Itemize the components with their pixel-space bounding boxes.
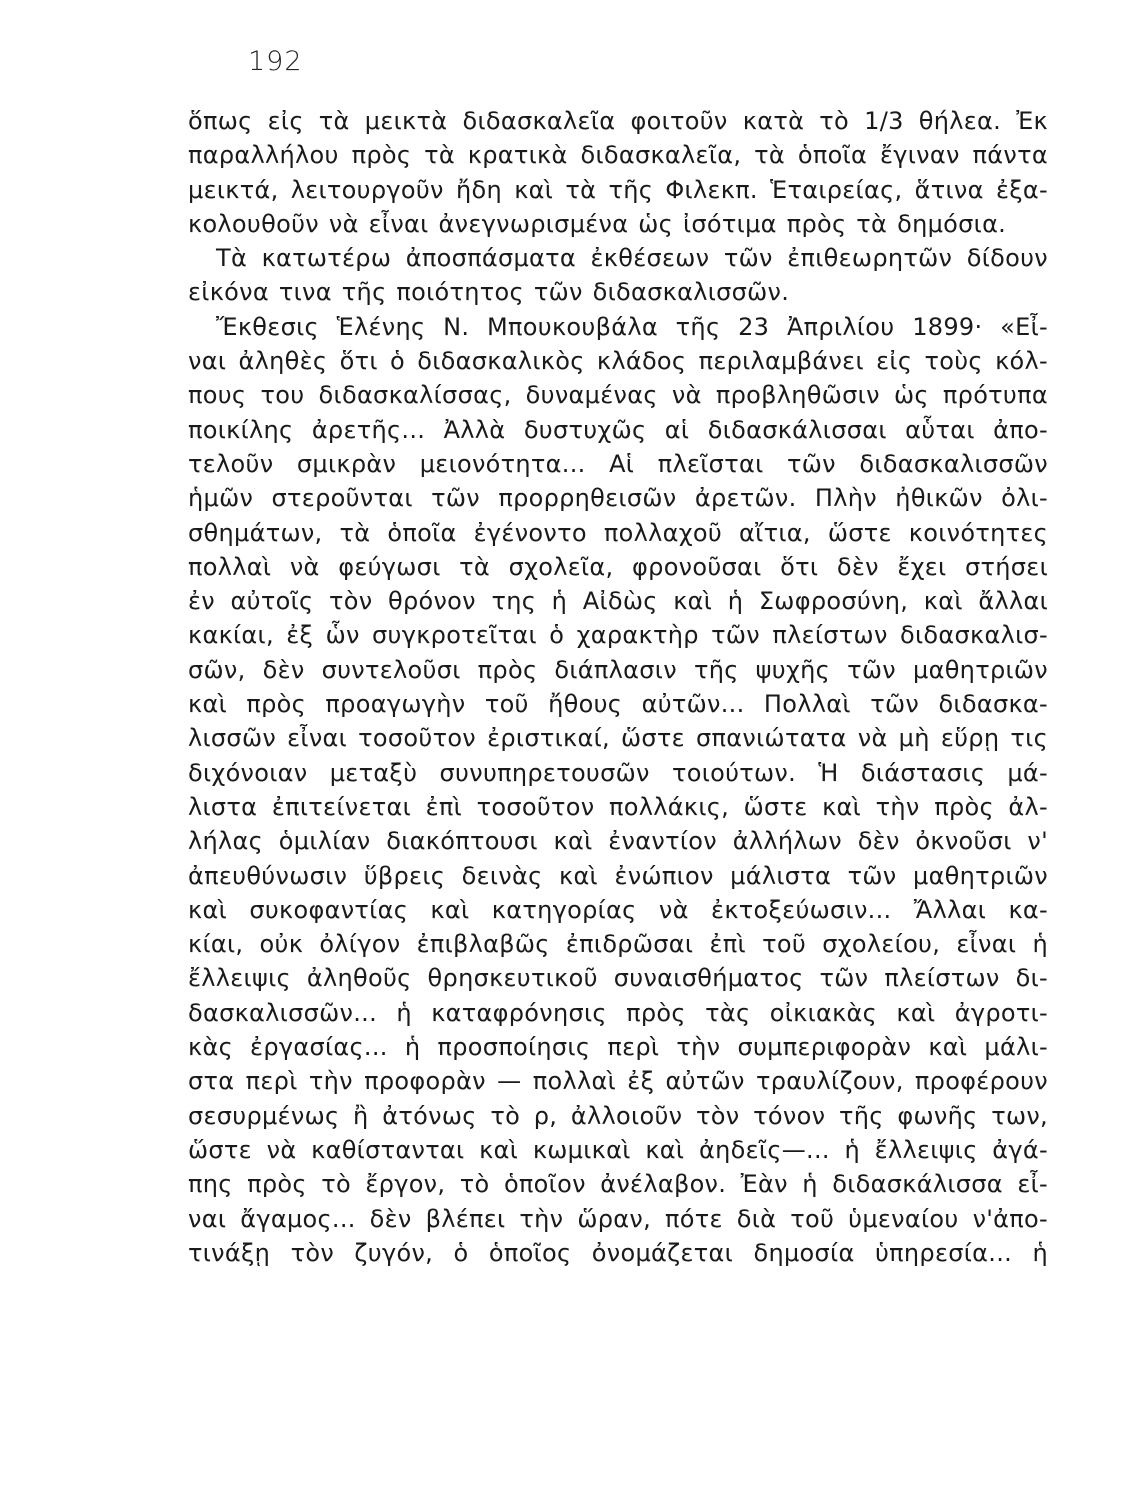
text-line: καὶ πρὸς προαγωγὴν τοῦ ἤθους αὐτῶν... Πολλαὶ τῶν διδασκα- bbox=[188, 690, 1048, 719]
text-line: ναι ἄγαμος... δὲν βλέπει τὴν ὥραν, πότε διὰ τοῦ ὑμεναίου ν'ἀπο- bbox=[188, 1204, 1048, 1233]
text-line: σθημάτων, τὰ ὁποῖα ἐγένοντο πολλαχοῦ αἴτια, ὥστε κοινότητες bbox=[188, 518, 1048, 547]
text-line: στα περὶ τὴν προφορὰν — πολλαὶ ἐξ αὐτῶν τραυλίζουν, προφέρουν bbox=[188, 1067, 1048, 1096]
text-line: ὥστε νὰ καθίστανται καὶ κωμικαὶ καὶ ἀηδεῖς—... ἡ ἔλλειψις ἀγά- bbox=[188, 1135, 1048, 1164]
text-line: σεσυρμένως ἢ ἀτόνως τὸ ρ, ἀλλοιοῦν τὸν τόνον τῆς φωνῆς των, bbox=[188, 1101, 1048, 1130]
text-line: ἀπευθύνωσιν ὕβρεις δεινὰς καὶ ἐνώπιον μάλιστα τῶν μαθητριῶν bbox=[188, 861, 1048, 890]
text-line: ποικίλης ἀρετῆς... Ἀλλὰ δυστυχῶς αἱ διδασκάλισσαι αὗται ἀπο- bbox=[188, 415, 1048, 444]
text-line: λήλας ὁμιλίαν διακόπτουσι καὶ ἐναντίον ἀλλήλων δὲν ὀκνοῦσι ν' bbox=[188, 827, 1048, 856]
text-line: μεικτά, λειτουργοῦν ἤδη καὶ τὰ τῆς Φιλεκπ. Ἑταιρείας, ἅτινα ἐξα- bbox=[188, 175, 1048, 204]
text-line: Ἔκθεσις Ἑλένης Ν. Μπουκουβάλα τῆς 23 Ἀπριλίου 1899· «Εἶ- bbox=[216, 312, 1048, 341]
text-line: κακίαι, ἐξ ὧν συγκροτεῖται ὁ χαρακτὴρ τῶν πλείστων διδασκαλισ- bbox=[188, 621, 1048, 650]
text-line: Τὰ κατωτέρω ἀποσπάσματα ἐκθέσεων τῶν ἐπιθεωρητῶν δίδουν bbox=[216, 244, 1048, 273]
text-line: κὰς ἐργασίας... ἡ προσποίησις περὶ τὴν συμπεριφορὰν καὶ μάλι- bbox=[188, 1033, 1048, 1062]
text-line: ἐν αὐτοῖς τὸν θρόνον της ἡ Αἰδὼς καὶ ἡ Σωφροσύνη, καὶ ἄλλαι bbox=[188, 587, 1048, 616]
text-line: ὅπως εἰς τὰ μεικτὰ διδασκαλεῖα φοιτοῦν κατὰ τὸ 1/3 θήλεα. Ἐκ bbox=[188, 107, 1048, 135]
text-line: διχόνοιαν μεταξὺ συνυπηρετουσῶν τοιούτων. Ἡ διάστασις μά- bbox=[188, 758, 1048, 787]
page-number: 192 bbox=[248, 46, 303, 77]
text-line: σῶν, δὲν συντελοῦσι πρὸς διάπλασιν τῆς ψυχῆς τῶν μαθητριῶν bbox=[188, 655, 1048, 684]
body-text bbox=[188, 104, 1048, 1270]
text-line: κίαι, οὐκ ὀλίγον ἐπιβλαβῶς ἐπιδρῶσαι ἐπὶ τοῦ σχολείου, εἶναι ἡ bbox=[188, 930, 1048, 959]
text-line: ἡμῶν στεροῦνται τῶν προρρηθεισῶν ἀρετῶν. Πλὴν ἠθικῶν ὀλι- bbox=[188, 484, 1048, 513]
text-line: εἰκόνα τινα τῆς ποιότητος τῶν διδασκαλισσῶν. bbox=[188, 278, 790, 307]
text-line: πους του διδασκαλίσσας, δυναμένας νὰ προβληθῶσιν ὡς πρότυπα bbox=[188, 381, 1048, 410]
text-line: ναι ἀληθὲς ὅτι ὁ διδασκαλικὸς κλάδος περιλαμβάνει εἰς τοὺς κόλ- bbox=[188, 347, 1048, 376]
text-line: ἔλλειψις ἀληθοῦς θρησκευτικοῦ συναισθήματος τῶν πλείστων δι- bbox=[188, 964, 1048, 993]
text-line: δασκαλισσῶν... ἡ καταφρόνησις πρὸς τὰς οἰκιακὰς καὶ ἀγροτι- bbox=[188, 998, 1048, 1027]
text-line: πης πρὸς τὸ ἔργον, τὸ ὁποῖον ἀνέλαβον. Ἐὰν ἡ διδασκάλισσα εἶ- bbox=[188, 1170, 1048, 1199]
text-line: τελοῦν σμικρὰν μειονότητα... Αἱ πλεῖσται τῶν διδασκαλισσῶν bbox=[188, 449, 1048, 478]
text-line: κολουθοῦν νὰ εἶναι ἀνεγνωρισμένα ὡς ἰσότιμα πρὸς τὰ δημόσια. bbox=[188, 209, 1007, 238]
text-line: παραλλήλου πρὸς τὰ κρατικὰ διδασκαλεῖα, τὰ ὁποῖα ἔγιναν πάντα bbox=[188, 141, 1048, 170]
text-line: λιστα ἐπιτείνεται ἐπὶ τοσοῦτον πολλάκις, ὥστε καὶ τὴν πρὸς ἀλ- bbox=[188, 792, 1048, 821]
text-line: καὶ συκοφαντίας καὶ κατηγορίας νὰ ἐκτοξεύωσιν... Ἄλλαι κα- bbox=[188, 895, 1048, 924]
text-line: λισσῶν εἶναι τοσοῦτον ἐριστικαί, ὥστε σπανιώτατα νὰ μὴ εὕρῃ τις bbox=[188, 724, 1048, 753]
text-line: τινάξῃ τὸν ζυγόν, ὁ ὁποῖος ὀνομάζεται δημοσία ὑπηρεσία... ἡ bbox=[188, 1238, 1048, 1267]
text-line: πολλαὶ νὰ φεύγωσι τὰ σχολεῖα, φρονοῦσαι ὅτι δὲν ἔχει στήσει bbox=[188, 552, 1048, 581]
